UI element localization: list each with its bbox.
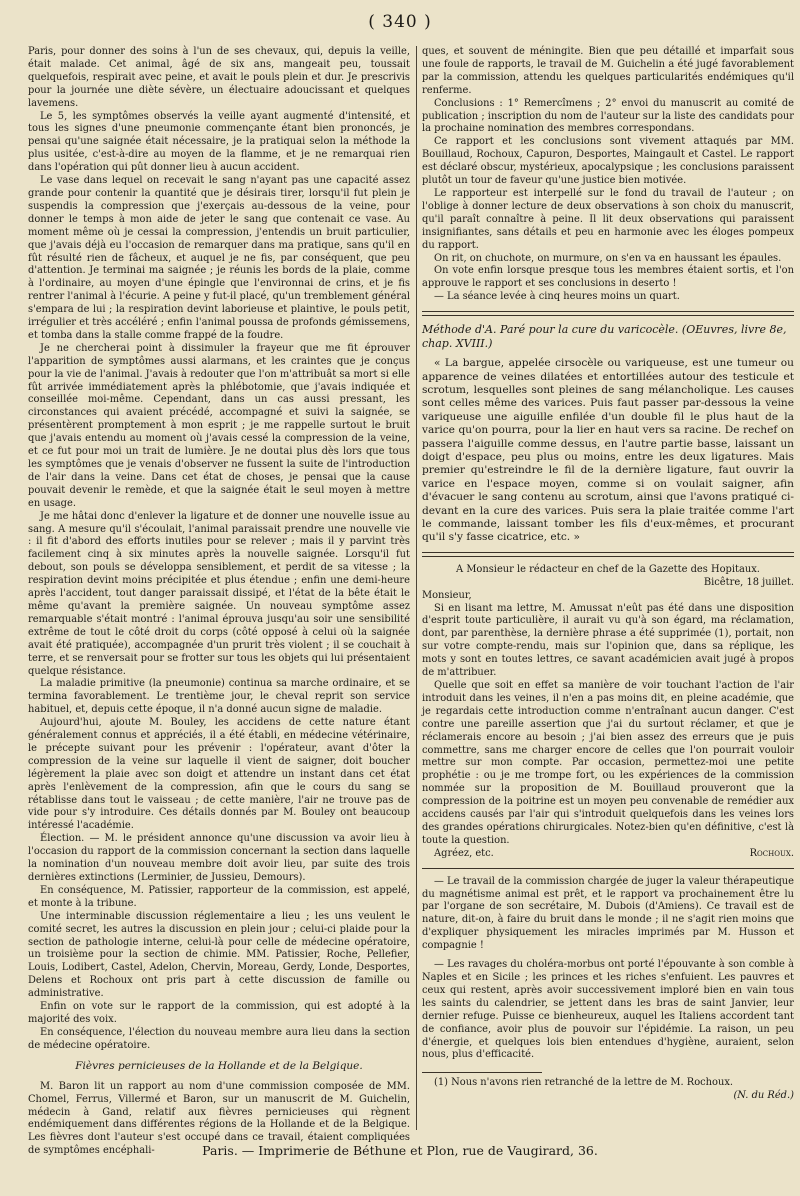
paragraph: Conclusions : 1° Remercîmens ; 2° envoi du manuscrit au comité de publication ; inscription du nom de l'auteur sur la liste des candidats pour la prochaine nomination des membres correspondans. [422, 97, 794, 135]
notice-paragraph: — Le travail de la commission chargée de juger la valeur thérapeutique du magnétisme animal est prêt, et le rapport va prochainement être lu par l'organe de son secrétaire, M. Dubois (d'Amiens). Ce travail est de nature, dit-on, à faire du bruit dans le monde ; il ne s'agit rien moins que d'expliquer physiquement les miracles imprimés par M. Husson et compagnie ! [422, 875, 794, 952]
printer-imprint: Paris. — Imprimerie de Béthune et Plon, rue de Vaugirard, 36. [202, 1143, 598, 1158]
article-title-text: Méthode d'A. Paré pour la cure du varicocèle. (OEuvres, livre 8e, chap. XVIII.) [422, 323, 787, 351]
article-title [422, 323, 794, 351]
paragraph: En conséquence, l'élection du nouveau membre aura lieu dans la section de médecine opératoire. [28, 1026, 410, 1051]
paragraph: Je me hâtai donc d'enlever la ligature et de donner une nouvelle issue au sang. A mesure qu'il s'écoulait, l'animal paraissait prendre une nouvelle vie : il fit d'abord des efforts inutiles pour se relever ; mais il y parvint très facilement cinq à six minutes après la nouvelle saignée. Lorsqu'il fut debout, son pouls se développa sensiblement, et perdit de sa vitesse ; la respiration devint moins précipitée et plus étendue ; enfin une demi-heure après l'accident, tout danger paraissait dissipé, et l'état de la bête était le même qu'avant la première saignée. Un nouveau symptôme assez remarquable s'était montré : l'animal éprouva jusqu'au soir une sensibilité extrême de tout le côté droit du corps (côté opposé à celui où la saignée avait été pratiquée), accompagnée d'un prurit très violent ; il se couchait à terre, et se renversait pour se frotter sur tous les objets qui lui présentaient quelque résistance. [28, 510, 410, 677]
paragraph: Enfin on vote sur le rapport de la commission, qui est adopté à la majorité des voix. [28, 1001, 410, 1025]
column-divider [416, 46, 417, 1130]
footnote-rule [422, 1072, 542, 1073]
paragraph: Je ne chercherai point à dissimuler la frayeur que me fit éprouver l'apparition de symptômes aussi alarmans, et les craintes que je conçus pour la vie de l'animal. J'avais à redouter que l'on m'attribuât sa mort si elle fût arrivée immédiatement après la phlébotomie, que j'avais indiquée et conseillée moi-même. Cependant, dans un cas aussi pressant, les circonstances qui avaient précédé, accompagné et suivi la saignée, se présentèrent promptement à mon esprit ; je me rappelle surtout le bruit que j'avais entendu au moment où j'avais cessé la compression de la veine, et ce fut pour moi un trait de lumière. Je ne doutai plus dès lors que tous les symptômes que je venais d'observer ne fussent la suite de l'introduction de l'air dans la veine. Dans cet état de choses, je pensai que la cause pouvait devenir le remède, et que la saignée était le seul moyen à mettre en usage. [28, 342, 410, 509]
footnote-signature: (N. du Réd.) [733, 1090, 794, 1102]
paragraph: — La séance levée à cinq heures moins un quart. [434, 291, 680, 303]
paragraph: On rit, on chuchote, on murmure, on s'en va en haussant les épaules. [434, 252, 782, 264]
paragraph: Élection. — M. le président annonce qu'une discussion va avoir lieu à l'occasion du rapport de la commission concernant la section dans laquelle la nomination d'un nouveau membre doit avoir lieu, par suite des trois dernières extinctions (Lerminier, de Jussieu, Demours). [28, 833, 410, 883]
letter-salutation: Monsieur, [422, 589, 472, 601]
letter-closing [422, 848, 794, 861]
page-number: ( 340 ) [368, 12, 432, 32]
paragraph: ques, et souvent de méningite. Bien que peu détaillé et imparfait sous une foule de rapports, le travail de M. Guichelin a été jugé favorablement par la commission, attendu les quelques particularités endémiques qu'il renferme. [422, 46, 794, 96]
section-separator [422, 868, 794, 869]
paragraph: En conséquence, M. Patissier, rapporteur de la commission, est appelé, et monte à la tribune. [28, 884, 410, 909]
notice-paragraph: — Les ravages du choléra-morbus ont porté l'épouvante à son comble à Naples et en Sicile ; les princes et les riches s'enfuient. Les pauvres et ceux qui restent, après avoir successivement imploré bien en vain tous les saints du calendrier, se jettent dans les bras de saint Janvier, leur dernier refuge. Puisse ce bienheureux, auquel les Italiens accordent tant de confiance, avoir plus de pouvoir sur l'épidémie. La raison, un peu d'énergie, et quelques lois bien entendues d'hygiène, auraient, selon nous, plus d'efficacité. [422, 959, 794, 1061]
paragraph: Le vase dans lequel on recevait le sang n'ayant pas une capacité assez grande pour contenir la quantité que je désirais tirer, lorsqu'il fut plein je suspendis la compression que j'exerçais au-dessous de la veine, pour donner le temps à mon aide de jeter le sang que contenait ce vase. Au moment même où je cessai la compression, j'entendis un bruit particulier, que j'avais déjà eu l'occasion de remarquer dans ma pratique, sans qu'il en fût résulté rien de fâcheux, et auquel je ne fis, par conséquent, que peu d'attention. Je terminai ma saignée ; je réunis les bords de la plaie, comme à l'ordinaire, au moyen d'une épingle que l'environnai de crins, et je fis rentrer l'animal à l'écurie. A peine y fut-il placé, qu'un tremblement général s'empara de lui ; la respiration devint laborieuse et plaintive, le pouls petit, irrégulier et très accéléré ; enfin l'animal poussa de profonds gémissemens, et tomba dans la stalle comme frappé de la foudre. [28, 175, 410, 341]
footnote: (1) Nous n'avons rien retranché de la lettre de M. Rochoux. [434, 1077, 734, 1089]
paragraph: Une interminable discussion réglementaire a lieu ; les uns veulent le comité secret, les autres la discussion en plein jour ; celui-ci plaide pour la section de pathologie interne, celui-là pour celle de médecine opératoire, un troisième pour la section de chimie. MM. Patissier, Roche, Pellefier, Louis, Lodibert, Castel, Adelon, Chervin, Moreau, Gerdy, Londe, Desportes, Delens et Rochoux ont pris part à cette discussion de famille ou administrative. [28, 910, 410, 1000]
letter-heading: A Monsieur le rédacteur en chef de la Gazette des Hopitaux. [456, 563, 760, 575]
paragraph: On vote enfin lorsque presque tous les membres étaient sortis, et l'on approuve le rapport et ses conclusions in deserto ! [422, 265, 794, 290]
quote-block: « La bargue, appelée cirsocèle ou variqueuse, est une tumeur ou apparence de veines dilatées et entortillées autour des testicule et scrotum, lesquelles sont pleines de sang mélancholique. Les causes sont celles même des varices. Puis faut passer par-dessous la veine variqueuse une aiguille enfilée d'un double fil le plus haut de la varice qu'on pourra, pour la lier en haut vers sa racine. De rechef on passera l'aiguille comme dessus, en l'autre partie basse, laissant un doigt d'espace, peu plus ou moins, entre les deux ligatures. Mais premier qu'estreindre le fil de la dernière ligature, faut ouvrir la varice en l'espace moyen, comme si on voulait saigner, afin d'évacuer le sang contenu au scrotum, ainsi que l'avons pratiqué ci-devant en la cure des varices. Puis sera la plaie traitée comme l'art le commande, laissant tomber les fils d'eux-mêmes, et procurant qu'il s'y fasse cicatrice, etc. » [422, 357, 794, 544]
paragraph: Paris, pour donner des soins à l'un de ses chevaux, qui, depuis la veille, était malade. Cet animal, âgé de six ans, mangeait peu, toussait quelquefois, respirait avec peine, et avait le pouls plein et dur. Je prescrivis pour la journée une diète sévère, un électuaire adoucissant et quelques lavemens. [28, 46, 410, 109]
left-paragraphs-a [28, 46, 410, 1053]
paragraph: Ce rapport et les conclusions sont vivement attaqués par MM. Bouillaud, Rochoux, Capuron, Desportes, Maingault et Castel. Le rapport est déclaré obscur, mystérieux, apocalypsique ; les conclusions paraissent plutôt un tour de faveur qu'une justice bien motivée. [422, 136, 794, 187]
letter-paragraph: Si en lisant ma lettre, M. Amussat n'eût pas été dans une disposition d'esprit toute particulière, il aurait vu qu'à son égard, ma réclamation, dont, par parenthèse, la dernière phrase a été supprimée (1), portait, non sur votre compte-rendu, mais sur l'opinion que, dans sa réplique, les mots y sont en toutes lettres, ce savant académicien avait jugé à propos de m'attribuer. [422, 602, 794, 679]
letter-dateline: Bicêtre, 18 juillet. [703, 576, 794, 588]
paragraph: Le rapporteur est interpellé sur le fond du travail de l'auteur ; on l'oblige à donner lecture de deux observations à son choix du manuscrit, qu'il paraît connaître à peine. Il lit deux observations qui paraissent insignifiantes, sans détails et peu en harmonie avec les éloges pompeux du rapport. [422, 187, 794, 251]
paragraph: Le 5, les symptômes observés la veille ayant augmenté d'intensité, et tous les signes d'une pneumonie commençante étant bien prononcés, je pensai qu'une saignée était nécessaire, je la pratiquai selon la méthode la plus usitée, c'est-à-dire au moyen de la flamme, et je ne remarquai rien dans l'opération qui pût donner lieu à aucun accident. [28, 110, 410, 174]
letter-close: Agréez, etc. [434, 847, 494, 859]
right-column [422, 46, 794, 1130]
paragraph: La maladie primitive (la pneumonie) continua sa marche ordinaire, et se termina favorablement. Le trentième jour, le cheval reprit son service habituel, et, depuis cette époque, il n'a donné aucun signe de maladie. [28, 678, 410, 716]
paragraph: Aujourd'hui, ajoute M. Bouley, les accidens de cette nature étant généralement connus et appréciés, il a été établi, en médecine vétérinaire, le précepte suivant pour les prévenir : l'opérateur, avant d'ôter la compression de la veine sur laquelle il vient de saigner, doit boucher légèrement la plaie avec son doigt et attendre un instant dans cet état après l'enlèvement de la compression, afin que le cours du sang se rétablisse dans tout le vaisseau ; de cette manière, l'air ne trouve pas de vide pour s'y introduire. Ces détails donnés par M. Bouley ont beaucoup intéressé l'académie. [28, 717, 410, 832]
section-separator [422, 552, 794, 557]
section-separator [422, 311, 794, 316]
left-column [28, 46, 410, 1157]
letter-paragraph: Quelle que soit en effet sa manière de voir touchant l'action de l'air introduit dans les veines, il n'en a pas moins dit, en pleine académie, que je regardais cette introduction comme n'entraînant aucun danger. C'est contre une pareille assertion que j'ai du surtout réclamer, et que je réclamerais encore au besoin ; j'ai bien assez des erreurs que je puis commettre, sans me charger encore de celles que l'on pourrait vouloir mettre sur mon compte. Par occasion, permettez-moi une petite prophétie : ou je me trompe fort, ou les expériences de la commission nommée sur la proposition de M. Bouillaud prouveront que la compression de la poitrine est un moyen peu convenable de remédier aux accidens causés par l'air qui s'introduit quelquefois dans les veines lors des grandes opérations chirurgicales. Notez-bien qu'en définitive, c'est là toute la question. [422, 679, 794, 846]
paragraph: M. Baron lit un rapport au nom d'une commission composée de MM. Chomel, Ferrus, Villermé et Baron, sur un manuscrit de M. Guichelin, médecin à Gand, relatif aux fièvres pernicieuses qui règnent endémiquement dans différentes régions de la Hollande et de la Belgique. Les fièvres dont l'auteur s'est occupé dans ce travail, étaient compliquées de symptômes encéphali- [28, 1080, 410, 1157]
section-title: Fièvres pernicieuses de la Hollande et de la Belgique. [75, 1059, 363, 1072]
letter-signature: Rochoux. [749, 847, 794, 859]
